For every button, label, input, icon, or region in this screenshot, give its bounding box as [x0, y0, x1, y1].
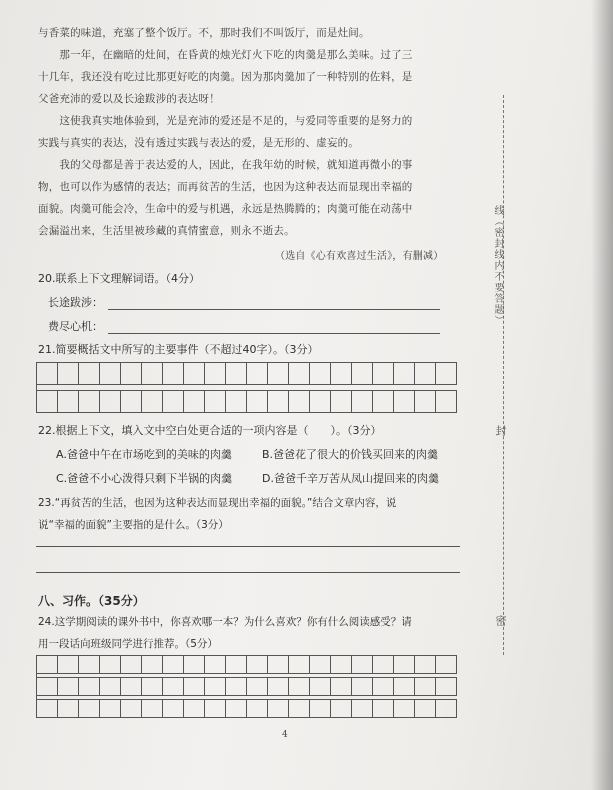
grid-cell[interactable]: [352, 700, 373, 718]
seal-label-mi: 密: [494, 615, 507, 627]
grid-cell[interactable]: [100, 656, 121, 674]
grid-cell[interactable]: [373, 656, 394, 674]
grid-cell[interactable]: [37, 700, 58, 718]
grid-cell[interactable]: [163, 700, 184, 718]
seal-line: [503, 95, 504, 655]
grid-cell[interactable]: [289, 700, 310, 718]
grid-cell[interactable]: [79, 678, 100, 696]
grid-cell[interactable]: [373, 700, 394, 718]
passage-line-7: 我的父母都是善于表达爱的人，因此，在我年幼的时候，就知道再微小的事: [38, 159, 413, 171]
grid-cell[interactable]: [394, 678, 415, 696]
grid-cell[interactable]: [142, 678, 163, 696]
grid-cell[interactable]: [163, 656, 184, 674]
grid-cell[interactable]: [184, 678, 205, 696]
grid-cell[interactable]: [331, 391, 352, 413]
grid-cell[interactable]: [331, 700, 352, 718]
q22-option-c[interactable]: C.爸爸不小心泼得只剩下半锅的肉羹: [56, 472, 233, 485]
grid-cell[interactable]: [289, 656, 310, 674]
grid-cell[interactable]: [331, 678, 352, 696]
seal-label-feng: 封: [494, 425, 507, 437]
grid-cell[interactable]: [79, 363, 100, 385]
grid-cell[interactable]: [289, 391, 310, 413]
grid-cell[interactable]: [184, 656, 205, 674]
grid-cell[interactable]: [205, 391, 226, 413]
grid-cell[interactable]: [436, 656, 457, 674]
grid-cell[interactable]: [436, 700, 457, 718]
q24-line-2: 用一段话向班级同学进行推荐。（5分）: [38, 638, 218, 650]
grid-cell[interactable]: [415, 391, 436, 413]
grid-cell[interactable]: [205, 656, 226, 674]
q22-prompt: 22.根据上下文，填入文中空白处更合适的一项内容是（ ）。（3分）: [38, 424, 382, 437]
q23-answer-line-1[interactable]: [36, 546, 460, 547]
q21-answer-grid[interactable]: [36, 362, 457, 413]
grid-cell[interactable]: [184, 363, 205, 385]
grid-cell[interactable]: [352, 363, 373, 385]
grid-cell[interactable]: [394, 656, 415, 674]
grid-cell[interactable]: [58, 391, 79, 413]
grid-cell[interactable]: [247, 363, 268, 385]
grid-cell[interactable]: [352, 656, 373, 674]
grid-cell[interactable]: [58, 678, 79, 696]
q23-answer-line-2[interactable]: [36, 572, 460, 573]
grid-cell[interactable]: [37, 678, 58, 696]
q21-prompt: 21.简要概括文中所写的主要事件（不超过40字）。（3分）: [38, 343, 319, 356]
grid-cell[interactable]: [100, 700, 121, 718]
passage-line-2: 那一年，在幽暗的灶间，在昏黄的烛光灯火下吃的肉羹是那么美味。过了三: [38, 49, 413, 61]
grid-cell[interactable]: [226, 363, 247, 385]
grid-cell[interactable]: [226, 656, 247, 674]
q20-answer-line-1[interactable]: [108, 309, 440, 310]
grid-cell[interactable]: [58, 700, 79, 718]
grid-cell[interactable]: [415, 363, 436, 385]
grid-cell[interactable]: [58, 656, 79, 674]
page-number: 4: [282, 730, 288, 740]
grid-cell[interactable]: [268, 678, 289, 696]
grid-cell[interactable]: [310, 700, 331, 718]
grid-cell[interactable]: [268, 656, 289, 674]
passage-source: （选自《心有欢喜过生活》，有删减）: [275, 251, 444, 262]
q23-line-1: 23.“再贫苦的生活，也因为这种表达而显现出幸福的面貌。”结合文章内容，说: [38, 497, 397, 509]
grid-cell[interactable]: [394, 700, 415, 718]
passage-line-1: 与香菜的味道，充塞了整个饭厅。不，那时我们不叫饭厅，而是灶间。: [38, 27, 370, 39]
grid-cell[interactable]: [163, 678, 184, 696]
grid-cell[interactable]: [37, 656, 58, 674]
grid-cell[interactable]: [247, 656, 268, 674]
q24-line-1: 24.这学期阅读的课外书中，你喜欢哪一本？为什么喜欢？你有什么阅读感受？请: [38, 616, 412, 628]
passage-line-6: 实践与真实的表达，没有透过实践与表达的爱，是无形的、虚妄的。: [38, 137, 359, 149]
grid-cell[interactable]: [184, 700, 205, 718]
grid-cell[interactable]: [289, 678, 310, 696]
grid-cell[interactable]: [373, 391, 394, 413]
grid-cell[interactable]: [226, 700, 247, 718]
grid-cell[interactable]: [268, 363, 289, 385]
grid-cell[interactable]: [226, 678, 247, 696]
grid-cell[interactable]: [121, 678, 142, 696]
grid-cell[interactable]: [268, 391, 289, 413]
grid-cell[interactable]: [415, 700, 436, 718]
grid-cell[interactable]: [352, 678, 373, 696]
grid-cell[interactable]: [247, 391, 268, 413]
grid-cell[interactable]: [121, 700, 142, 718]
q22-option-b[interactable]: B.爸爸花了很大的价钱买回来的肉羹: [262, 448, 439, 461]
grid-cell[interactable]: [310, 678, 331, 696]
passage-line-10: 会漏溢出来，生活里被珍藏的真情蜜意，则永不逝去。: [38, 225, 295, 237]
grid-cell[interactable]: [100, 391, 121, 413]
grid-cell[interactable]: [310, 363, 331, 385]
grid-cell[interactable]: [79, 700, 100, 718]
grid-cell[interactable]: [205, 363, 226, 385]
grid-cell[interactable]: [310, 391, 331, 413]
grid-cell[interactable]: [247, 678, 268, 696]
grid-cell[interactable]: [142, 700, 163, 718]
grid-cell[interactable]: [79, 391, 100, 413]
passage-line-4: 父爸充沛的爱以及长途跋涉的表达呀！: [38, 93, 220, 105]
q20-answer-line-2[interactable]: [108, 333, 440, 334]
grid-cell[interactable]: [394, 363, 415, 385]
q23-line-2: 说“幸福的面貌”主要指的是什么。（3分）: [38, 519, 229, 531]
grid-cell[interactable]: [163, 363, 184, 385]
seal-line-label: 线（密封线内不要答题）: [492, 205, 503, 326]
grid-cell[interactable]: [121, 363, 142, 385]
grid-cell[interactable]: [289, 363, 310, 385]
grid-cell[interactable]: [37, 391, 58, 413]
grid-cell[interactable]: [436, 391, 457, 413]
grid-cell[interactable]: [205, 700, 226, 718]
q20-term2: 费尽心机：: [48, 320, 103, 333]
grid-cell[interactable]: [100, 678, 121, 696]
grid-cell[interactable]: [121, 391, 142, 413]
grid-cell[interactable]: [373, 363, 394, 385]
grid-cell[interactable]: [373, 678, 394, 696]
grid-cell[interactable]: [331, 363, 352, 385]
grid-cell[interactable]: [79, 656, 100, 674]
section-8-title: 八、习作。（35分）: [38, 594, 145, 608]
passage-line-9: 面貌。肉羹可能会冷，生命中的爱与机遇，永远是热腾腾的；肉羹可能在动荡中: [38, 203, 413, 215]
q22-option-a[interactable]: A.爸爸中午在市场吃到的美味的肉羹: [56, 448, 232, 461]
passage-line-3: 十几年，我还没有吃过比那更好吃的肉羹。因为那肉羹加了一种特别的佐料，是: [38, 71, 413, 83]
passage-line-8: 物，也可以作为感情的表达；而再贫苦的生活，也因为这种表达而显现出幸福的: [38, 181, 413, 193]
grid-cell[interactable]: [394, 391, 415, 413]
grid-cell[interactable]: [142, 656, 163, 674]
q22-option-d[interactable]: D.爸爸千辛万苦从凤山提回来的肉羹: [262, 472, 439, 485]
grid-cell[interactable]: [247, 700, 268, 718]
grid-cell[interactable]: [331, 656, 352, 674]
grid-cell[interactable]: [226, 391, 247, 413]
grid-cell[interactable]: [415, 678, 436, 696]
q20-term1: 长途跋涉：: [48, 296, 103, 309]
passage-line-5: 这使我真实地体验到，光是充沛的爱还是不足的，与爱同等重要的是努力的: [38, 115, 413, 127]
grid-cell[interactable]: [310, 656, 331, 674]
grid-cell[interactable]: [58, 363, 79, 385]
q20-prompt: 20.联系上下文理解词语。（4分）: [38, 272, 200, 285]
grid-cell[interactable]: [352, 391, 373, 413]
grid-cell[interactable]: [268, 700, 289, 718]
grid-cell[interactable]: [142, 391, 163, 413]
grid-cell[interactable]: [37, 363, 58, 385]
grid-cell[interactable]: [436, 678, 457, 696]
grid-cell[interactable]: [163, 391, 184, 413]
grid-cell[interactable]: [100, 363, 121, 385]
grid-cell[interactable]: [205, 678, 226, 696]
grid-cell[interactable]: [121, 656, 142, 674]
grid-cell[interactable]: [436, 363, 457, 385]
q24-writing-grid[interactable]: [36, 655, 457, 718]
grid-cell[interactable]: [142, 363, 163, 385]
grid-cell[interactable]: [184, 391, 205, 413]
page-edge-shadow: [591, 0, 613, 790]
grid-cell[interactable]: [415, 656, 436, 674]
